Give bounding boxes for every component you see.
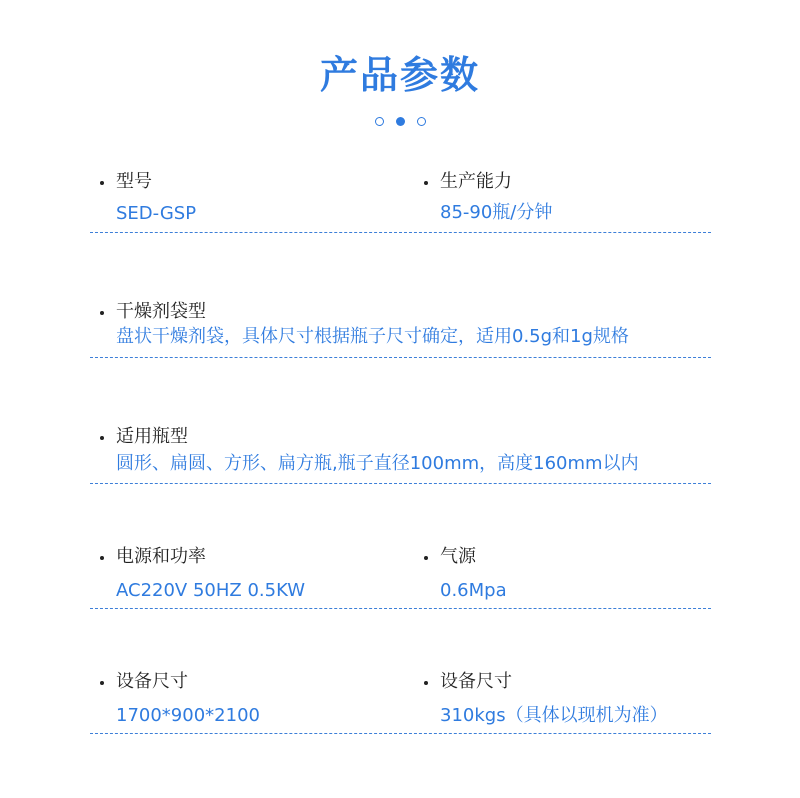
spec-row-dimensions-weight (90, 670, 711, 734)
spec-label: 生产能力 (422, 170, 552, 194)
spec-row-model-capacity (90, 170, 711, 233)
spec-row-desiccant (90, 300, 711, 358)
indicator-dot-active (396, 117, 405, 126)
spec-value: SED-GSP (116, 203, 197, 224)
spec-item-capacity (422, 170, 552, 225)
spec-item-dimensions (98, 670, 260, 728)
spec-label: 设备尺寸 (98, 670, 260, 694)
carousel-indicator (0, 117, 800, 126)
spec-value: AC220V 50HZ 0.5KW (116, 580, 306, 601)
spec-value: 85-90瓶/分钟 (440, 202, 553, 223)
spec-value: 0.6Mpa (440, 580, 507, 601)
spec-label: 适用瓶型 (98, 425, 639, 449)
spec-item-air (422, 545, 507, 603)
indicator-dot (417, 117, 426, 126)
spec-item-desiccant (98, 300, 629, 349)
spec-item-bottle-type (98, 425, 639, 476)
spec-value: 圆形、扁圆、方形、扁方瓶,瓶子直径100mm，高度160mm以内 (116, 453, 639, 474)
spec-item-model (98, 170, 196, 226)
spec-label: 电源和功率 (98, 545, 305, 569)
spec-value: 1700*900*2100 (116, 705, 260, 726)
spec-value: 盘状干燥剂袋，具体尺寸根据瓶子尺寸确定，适用0.5g和1g规格 (116, 326, 629, 347)
spec-row-bottle-type (90, 425, 711, 484)
spec-label: 气源 (422, 545, 507, 569)
spec-item-weight (422, 670, 668, 728)
spec-item-power (98, 545, 305, 603)
spec-row-power-air (90, 545, 711, 609)
indicator-dot (375, 117, 384, 126)
spec-value: 310kgs（具体以现机为准） (440, 705, 668, 726)
spec-label: 型号 (98, 170, 196, 194)
spec-label: 干燥剂袋型 (98, 300, 629, 324)
page-title: 产品参数 (319, 53, 480, 97)
spec-label: 设备尺寸 (422, 670, 668, 694)
